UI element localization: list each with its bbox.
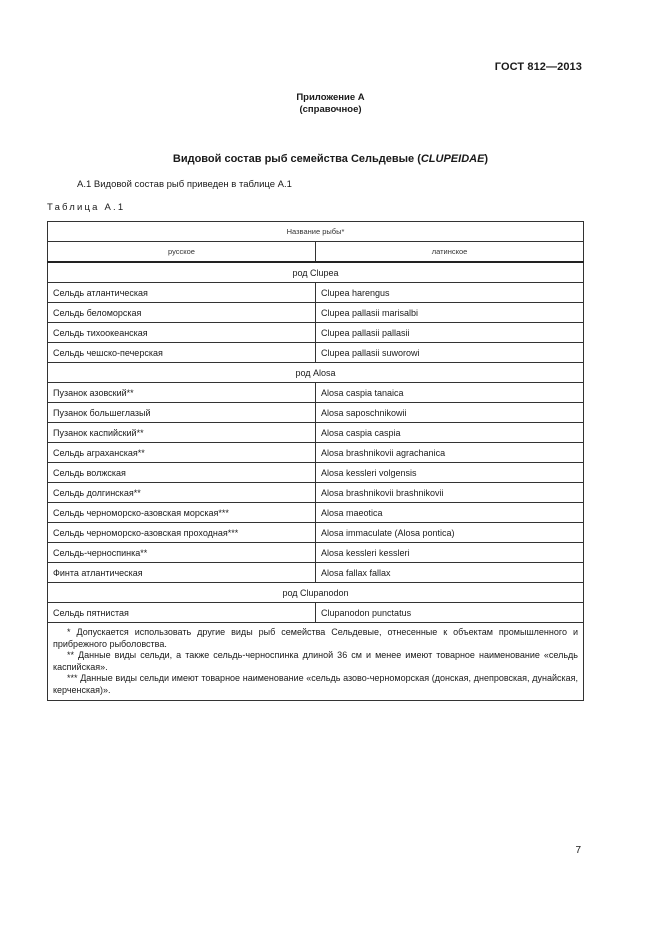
genus-row xyxy=(48,363,584,383)
latin-name-cell: Alosa brashnikovii agrachanica xyxy=(316,443,584,463)
section-heading xyxy=(0,153,661,165)
russian-name-cell: Финта атлантическая xyxy=(48,563,316,583)
intro-paragraph: А.1 Видовой состав рыб приведен в таблице А.1 xyxy=(77,179,292,190)
genus-row xyxy=(48,583,584,603)
table-row xyxy=(48,323,584,343)
table-row xyxy=(48,523,584,543)
latin-name-cell: Clupea pallasii marisalbi xyxy=(316,303,584,323)
footnote: * Допускается использовать другие виды рыб семейства Сельдевые, отнесенные к объектам промышленного и прибрежного рыболовства. xyxy=(53,627,578,649)
species-table-body xyxy=(48,222,584,701)
table-row xyxy=(48,543,584,563)
footnote: *** Данные виды сельди имеют товарное наименование «сельдь азово-черноморская (донская, днепровская, дунайская, керченская)». xyxy=(53,673,578,695)
genus-label: род Clupanodon xyxy=(48,583,584,603)
species-table xyxy=(47,221,584,701)
heading-latin: CLUPEIDAE xyxy=(420,153,485,165)
table-row xyxy=(48,503,584,523)
table-row xyxy=(48,343,584,363)
latin-name-cell: Alosa kessleri volgensis xyxy=(316,463,584,483)
appendix-subtitle: (справочное) xyxy=(299,104,362,115)
latin-name-cell: Clupea pallasii suworowi xyxy=(316,343,584,363)
header-fish-name: Название рыбы* xyxy=(48,222,584,242)
russian-name-cell: Пузанок большеглазый xyxy=(48,403,316,423)
russian-name-cell: Сельдь-черноспинка** xyxy=(48,543,316,563)
footnotes-cell xyxy=(48,623,584,701)
table-row xyxy=(48,403,584,423)
header-russian: русское xyxy=(48,242,316,263)
russian-name-cell: Сельдь беломорская xyxy=(48,303,316,323)
table-row xyxy=(48,443,584,463)
page-number: 7 xyxy=(575,845,581,856)
appendix-block xyxy=(0,92,661,116)
russian-name-cell: Сельдь аграханская** xyxy=(48,443,316,463)
russian-name-cell: Сельдь черноморско-азовская морская*** xyxy=(48,503,316,523)
latin-name-cell: Alosa brashnikovii brashnikovii xyxy=(316,483,584,503)
header-latin: латинское xyxy=(316,242,584,263)
table-header-row xyxy=(48,222,584,242)
genus-label: род Alosa xyxy=(48,363,584,383)
table-row xyxy=(48,463,584,483)
appendix-title: Приложение А xyxy=(296,92,365,103)
russian-name-cell: Сельдь чешско-печерская xyxy=(48,343,316,363)
footnotes-row xyxy=(48,623,584,701)
heading-prefix: Видовой состав рыб семейства Сельдевые ( xyxy=(172,153,421,165)
genus-row xyxy=(48,262,584,283)
russian-name-cell: Пузанок азовский** xyxy=(48,383,316,403)
latin-name-cell: Alosa saposchnikowii xyxy=(316,403,584,423)
table-row xyxy=(48,563,584,583)
latin-name-cell: Alosa immaculate (Alosa pontica) xyxy=(316,523,584,543)
table-row xyxy=(48,383,584,403)
russian-name-cell: Пузанок каспийский** xyxy=(48,423,316,443)
latin-name-cell: Clupea harengus xyxy=(316,283,584,303)
table-row xyxy=(48,603,584,623)
table-subheader-row xyxy=(48,242,584,263)
table-label: Таблица А.1 xyxy=(47,202,126,213)
russian-name-cell: Сельдь долгинская** xyxy=(48,483,316,503)
latin-name-cell: Alosa caspia tanaica xyxy=(316,383,584,403)
latin-name-cell: Clupanodon punctatus xyxy=(316,603,584,623)
standard-number: ГОСТ 812—2013 xyxy=(494,61,582,73)
table-row xyxy=(48,483,584,503)
latin-name-cell: Clupea pallasii pallasii xyxy=(316,323,584,343)
russian-name-cell: Сельдь волжская xyxy=(48,463,316,483)
russian-name-cell: Сельдь черноморско-азовская проходная*** xyxy=(48,523,316,543)
table-row xyxy=(48,303,584,323)
footnote: ** Данные виды сельди, а также сельдь-черноспинка длиной 36 см и менее имеют товарное наименование «сельдь каспийская». xyxy=(53,650,578,672)
table-row xyxy=(48,423,584,443)
latin-name-cell: Alosa maeotica xyxy=(316,503,584,523)
latin-name-cell: Alosa caspia caspia xyxy=(316,423,584,443)
latin-name-cell: Alosa kessleri kessleri xyxy=(316,543,584,563)
latin-name-cell: Alosa fallax fallax xyxy=(316,563,584,583)
genus-label: род Clupea xyxy=(48,262,584,283)
table-row xyxy=(48,283,584,303)
heading-suffix: ) xyxy=(484,153,489,165)
russian-name-cell: Сельдь пятнистая xyxy=(48,603,316,623)
russian-name-cell: Сельдь атлантическая xyxy=(48,283,316,303)
russian-name-cell: Сельдь тихоокеанская xyxy=(48,323,316,343)
